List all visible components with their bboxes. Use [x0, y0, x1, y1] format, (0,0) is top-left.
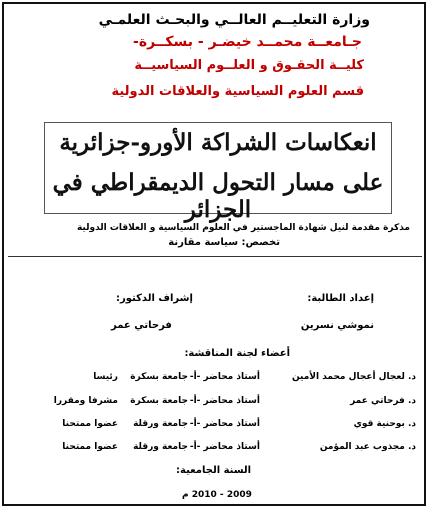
- member-rank: أستاذ محاضر -أ-: [189, 442, 260, 452]
- member-name: د. فرحاتي عمر: [350, 396, 416, 406]
- member-role: مشرفا ومقررا: [53, 396, 118, 406]
- committee-row: [0, 419, 430, 441]
- committee-title: أعضاء لجنة المناقشة:: [184, 348, 290, 359]
- academic-year-value: 2009 - 2010 م: [182, 490, 252, 500]
- supervisor-label: إشراف الدكتور:: [116, 293, 193, 304]
- committee-row: [0, 396, 430, 418]
- member-role: عضوا ممتحنا: [62, 419, 118, 429]
- committee-row: [0, 442, 430, 464]
- ministry-name: وزارة التعليــم العالــي والبحـث العلمـي: [98, 12, 370, 28]
- member-name: د. بوحنية قوي: [353, 419, 416, 429]
- member-role: رئيسا: [93, 372, 118, 382]
- thesis-title-line-1: انعكاسات الشراكة الأورو-جزائرية: [59, 129, 377, 156]
- student-name: نموشي نسرين: [300, 320, 374, 331]
- degree-statement: مذكرة مقدمة لنيل شهادة الماجستير في العلوم السياسية و العلاقات الدولية: [76, 223, 410, 233]
- supervisor-name: فرحاتي عمر: [111, 320, 172, 331]
- student-label: إعداد الطالبة:: [307, 293, 374, 304]
- member-institution: جامعة بسكرة: [130, 396, 188, 406]
- faculty-name: كليــة الحقـوق و العلــوم السياسيــة: [134, 58, 364, 73]
- member-rank: أستاذ محاضر -أ-: [189, 396, 260, 406]
- member-rank: أستاذ محاضر -أ-: [189, 372, 260, 382]
- university-name: جـامعــة محمــد خيضـر - بسكــرة-: [133, 34, 362, 50]
- member-role: عضوا ممتحنا: [62, 442, 118, 452]
- divider: [8, 256, 422, 257]
- academic-year-label: السنة الجامعية:: [176, 465, 252, 476]
- department-name: قسم العلوم السياسية والعلاقات الدولية: [111, 84, 364, 99]
- thesis-title-line-2: على مسار التحول الديمقراطي في الجزائر: [52, 169, 384, 223]
- thesis-title-box: [44, 122, 392, 223]
- member-name: د. مجذوب عبد المؤمن: [319, 442, 416, 452]
- member-name: د. لعجال أعجال محمد الأمين: [291, 372, 416, 382]
- member-rank: أستاذ محاضر -أ-: [189, 419, 260, 429]
- member-institution: جامعة ورقلة: [133, 419, 188, 429]
- member-institution: جامعة بسكرة: [130, 372, 188, 382]
- member-institution: جامعة ورقلة: [133, 442, 188, 452]
- specialization: تخصص: سياسة مقارنة: [168, 237, 280, 248]
- committee-row: [0, 372, 430, 394]
